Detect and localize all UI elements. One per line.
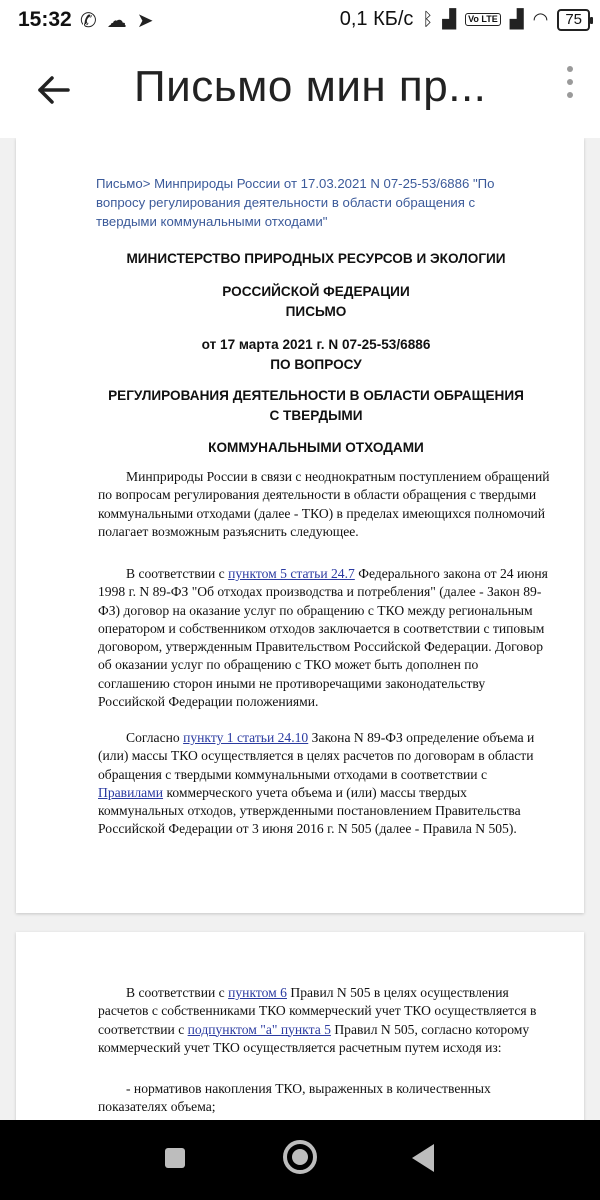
heading-regulation: РЕГУЛИРОВАНИЯ ДЕЯТЕЛЬНОСТИ В ОБЛАСТИ ОБРАЩЕНИЯ [108, 388, 524, 403]
link-rules[interactable]: Правилами [98, 784, 164, 800]
back-button[interactable] [26, 62, 82, 118]
heading-ministry: МИНИСТЕРСТВО ПРИРОДНЫХ РЕСУРСОВ И ЭКОЛОГИИ [126, 251, 506, 266]
paragraph-2: В соответствии с пунктом 5 статьи 24.7 Федерального закона от 24 июня 1998 г. N 89-ФЗ "Об отходах производства и потребления" (далее - Закон 89-ФЗ) договор на оказание услуг по обращению с ТКО между региональным оператором и собственником отходов заключается в соответствии с типовым договором, утвержденным Правительством Российской Федерации. Договор об оказании услуг по обращению с ТКО может быть дополнен по соглашению сторон иными не противоречащими законодательству Российской Федерации положениями. [98, 566, 548, 710]
paragraph-5: - нормативов накопления ТКО, выраженных в количественных показателях объема; [98, 1081, 491, 1115]
paragraph-1: Минприроды России в связи с неоднократным поступлением обращений по вопросам регулирования деятельности в области обращения с твердыми коммунальными отходами (далее - ТКО) в пределах имеющихся полномочий полагает возможным разъяснить следующее. [98, 469, 550, 539]
battery-icon: 75 [557, 9, 590, 31]
viber-icon: ✆ [80, 10, 97, 32]
heading-waste: КОММУНАЛЬНЫМИ ОТХОДАМИ [208, 440, 424, 455]
document-page-2 [16, 932, 584, 1120]
system-back-button[interactable] [412, 1144, 434, 1172]
paragraph-3: Согласно пункту 1 статьи 24.10 Закона N 89-ФЗ определение объема и (или) массы ТКО осуществляется в целях расчетов по договорам в области обращения с твердыми коммунальными отходами в соответствии с Правилами коммерческого учета объема и (или) массы твердых коммунальных отходов, утвержденными постановлением Правительства Российской Федерации от 3 июня 2016 г. N 505 (далее - Правила N 505). [98, 730, 535, 837]
signal-icon: ▟ [442, 9, 457, 29]
bluetooth-icon: ᛒ [422, 9, 434, 29]
overflow-menu-button[interactable] [560, 66, 580, 116]
link-article-24-10[interactable]: пункту 1 статьи 24.10 [183, 730, 309, 745]
heading-subject: ПО ВОПРОСУ [270, 357, 362, 372]
signal-icon-2: ▟ [509, 9, 524, 29]
status-time: 15:32 [18, 8, 72, 31]
wifi-icon: ◠ [532, 9, 549, 29]
page-title: Письмо мин пр... [134, 62, 487, 111]
link-article-24-7[interactable]: пунктом 5 статьи 24.7 [228, 566, 355, 581]
home-button[interactable] [283, 1140, 317, 1174]
link-subpoint-a[interactable]: подпунктом "а" пункта 5 [187, 1021, 331, 1037]
recents-button[interactable] [165, 1148, 185, 1168]
heading-date: от 17 марта 2021 г. N 07-25-53/6886 [201, 337, 431, 352]
cloud-icon: ☁ [106, 10, 127, 32]
link-point-6[interactable]: пунктом 6 [228, 985, 287, 1000]
network-speed: 0,1 КБ/с [339, 8, 414, 30]
status-bar [0, 0, 600, 40]
heading-letter: ПИСЬМО [285, 304, 347, 319]
status-right [340, 8, 590, 31]
heading-federation: РОССИЙСКОЙ ФЕДЕРАЦИИ [222, 284, 410, 299]
paragraph-4: В соответствии с пунктом 6 Правил N 505 в целях осуществления расчетов с собственниками ТКО коммерческий учет ТКО осуществляется в соответствии с подпунктом "а" пункта 5 Правил N 505, согласно которому коммерческий учет ТКО осуществляется расчетным путем исходя из: [98, 985, 537, 1055]
notification-icons [80, 8, 154, 33]
volte-badge: Vo LTE [465, 13, 501, 26]
more-vert-icon [567, 66, 573, 72]
telegram-icon: ➤ [136, 10, 154, 32]
breadcrumb[interactable]: Письмо> Минприроды России от 17.03.2021 N 07-25-53/6886 "По вопросу регулирования деятельности в области обращения с твердыми коммунальными отходами" [96, 176, 495, 229]
document-page-1 [16, 138, 584, 913]
navigation-bar [0, 1120, 600, 1200]
heading-solid: С ТВЕРДЫМИ [269, 408, 363, 423]
arrow-left-icon [26, 62, 82, 118]
document-viewport[interactable] [0, 138, 600, 1120]
app-bar [0, 40, 600, 138]
